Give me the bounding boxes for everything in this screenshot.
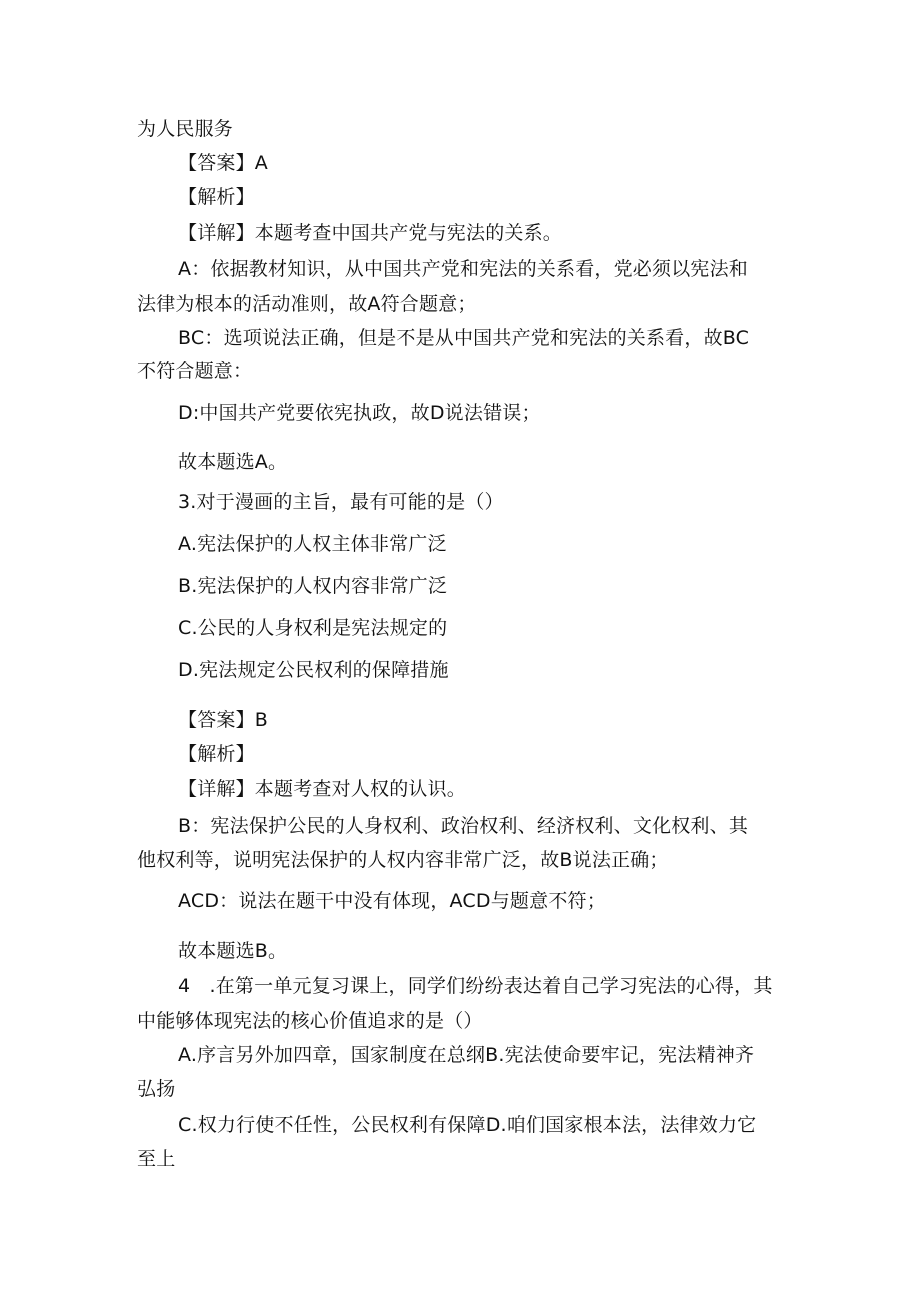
question-4-line-1: 4 .在第一单元复习课上，同学们纷纷表达着自己学习宪法的心得，其 (178, 975, 773, 997)
text-line-continuation: 为人民服务 (137, 118, 234, 140)
question-4-options-cd-line-1: C.权力行使不任性，公民权利有保障D.咱们国家根本法，法律效力它 (178, 1114, 757, 1136)
question-3: 3.对于漫画的主旨，最有可能的是（） (178, 491, 504, 513)
question-3-option-c: C.公民的人身权利是宪法规定的 (178, 617, 448, 639)
analysis-label: 【解析】 (178, 186, 255, 208)
explanation-bc-line-1: BC：选项说法正确，但是不是从中国共产党和宪法的关系看，故BC (178, 327, 750, 349)
explanation-b-line-2: 他权利等，说明宪法保护的人权内容非常广泛，故B说法正确； (137, 849, 669, 871)
question-4-options-cd-line-2: 至上 (137, 1148, 176, 1170)
conclusion: 故本题选B。 (178, 940, 288, 962)
analysis-label: 【解析】 (178, 743, 255, 765)
question-3-option-b: B.宪法保护的人权内容非常广泛 (178, 575, 448, 597)
explanation-a-line-2: 法律为根本的活动准则，故A符合题意； (137, 293, 477, 315)
question-3-option-a: A.宪法保护的人权主体非常广泛 (178, 533, 447, 555)
detail-explanation: 【详解】本题考查对人权的认识。 (178, 778, 467, 800)
answer-label: 【答案】A (178, 152, 268, 174)
question-4-options-ab-line-2: 弘扬 (137, 1078, 176, 1100)
explanation-acd: ACD：说法在题干中没有体现，ACD与题意不符； (178, 890, 606, 912)
detail-explanation: 【详解】本题考查中国共产党与宪法的关系。 (178, 222, 563, 244)
answer-label: 【答案】B (178, 709, 269, 731)
question-3-option-d: D.宪法规定公民权利的保障措施 (178, 659, 449, 681)
explanation-d: D:中国共产党要依宪执政，故D说法错误； (178, 402, 541, 424)
conclusion: 故本题选A。 (178, 451, 288, 473)
explanation-bc-line-2: 不符合题意： (137, 360, 253, 382)
explanation-a-line-1: A：依据教材知识，从中国共产党和宪法的关系看，党必须以宪法和 (178, 258, 748, 280)
question-4-line-2: 中能够体现宪法的核心价值追求的是（） (137, 1010, 483, 1032)
explanation-b-line-1: B：宪法保护公民的人身权利、政治权利、经济权利、文化权利、其 (178, 815, 749, 837)
question-4-options-ab-line-1: A.序言另外加四章，国家制度在总纲B.宪法使命要牢记，宪法精神齐 (178, 1044, 755, 1066)
